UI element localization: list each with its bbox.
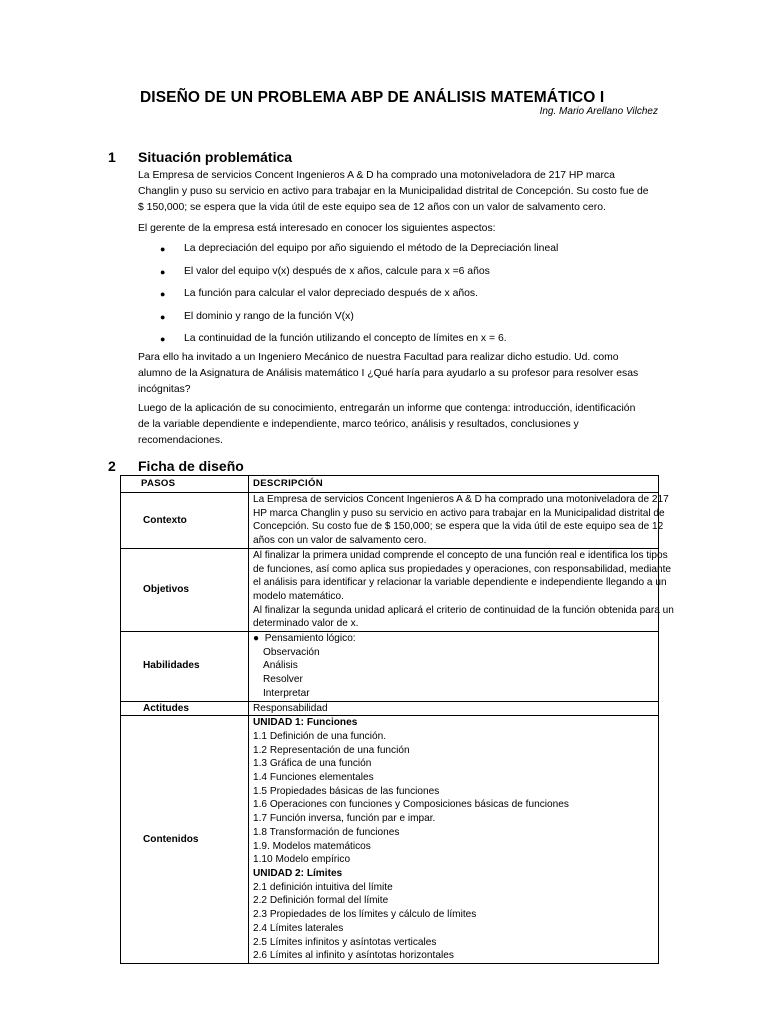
skill-item: Interpretar <box>263 687 310 699</box>
content-item: 2.6 Límites al infinito y asíntotas horizontales <box>253 950 454 962</box>
intro-line: La Empresa de servicios Concent Ingenieros A & D ha comprado una motoniveladora de 217 HP marca <box>138 170 615 181</box>
list-item: ● El dominio y rango de la función V(x) <box>160 310 354 322</box>
bullet-icon: ● <box>160 289 166 299</box>
habilidades-cell <box>249 632 659 702</box>
actitudes-cell: Responsabilidad <box>249 701 659 716</box>
header-descripcion: DESCRIPCIÓN <box>249 476 659 493</box>
intro-paragraph <box>138 168 658 216</box>
content-item: 2.1 definición intuitiva del límite <box>253 881 393 893</box>
document-author: Ing. Mario Arellano Vilchez <box>539 106 658 117</box>
content-item: 1.2 Representación de una función <box>253 744 410 756</box>
skill-item: Observación <box>263 646 320 658</box>
content-item: 1.9. Modelos matemáticos <box>253 840 371 852</box>
content-item: 1.3 Gráfica de una función <box>253 758 372 770</box>
section-2-number: 2 <box>108 458 116 474</box>
intro-line: $ 150,000; se espera que la vida útil de este equipo sea de 12 años con un valor de salvamento cero. <box>138 202 606 213</box>
content-item: 2.4 Límites laterales <box>253 922 344 934</box>
document-title: DISEÑO DE UN PROBLEMA ABP DE ANÁLISIS MATEMÁTICO I <box>140 89 605 106</box>
contenidos-cell <box>249 716 659 964</box>
list-item: ● El valor del equipo v(x) después de x años, calcule para x =6 años <box>160 265 490 277</box>
content-item: 1.4 Funciones elementales <box>253 772 374 784</box>
content-item: 1.5 Propiedades básicas de las funciones <box>253 785 440 797</box>
objetivos-cell: Al finalizar la primera unidad comprende el concepto de una función real e identifica los tipos de funciones, así como aplica sus propiedades y operaciones, con responsabilidad, mediante el análisis para identificar y relacionar la variable dependiente e independiente llegando a un modelo matemático. Al finalizar la segunda unidad aplicará el criterio de continuidad de la función obtenida para un determinado valor de x. <box>249 548 659 631</box>
content-item: 1.7 Función inversa, función par e impar. <box>253 813 436 825</box>
table-row <box>121 716 659 964</box>
list-item: ● La continuidad de la función utilizando el concepto de límites en x = 6. <box>160 333 507 344</box>
skill-item: Análisis <box>263 660 298 672</box>
row-label-contexto: Contexto <box>121 493 249 549</box>
aspects-list <box>138 242 658 355</box>
content-item: 1.8 Transformación de funciones <box>253 826 400 838</box>
table-row <box>121 632 659 702</box>
design-table <box>120 475 674 964</box>
table-row <box>121 701 659 716</box>
bullet-icon: ● <box>160 266 166 277</box>
invite-line: incógnitas? <box>138 384 191 395</box>
row-label-objetivos: Objetivos <box>121 548 249 631</box>
content-item: 2.3 Propiedades de los límites y cálculo de límites <box>253 909 477 921</box>
content-item: 1.6 Operaciones con funciones y Composiciones básicas de funciones <box>253 799 569 811</box>
bullet-icon: ● <box>160 311 166 322</box>
list-item: ● La depreciación del equipo por año siguiendo el método de la Depreciación lineal <box>160 243 559 254</box>
contexto-cell: La Empresa de servicios Concent Ingenieros A & D ha comprado una motoniveladora de 217 HP marca Changlin y puso su servicio en activo para trabajar en la Municipalidad distrital de Concepción. Su costo fue de $ 150,000; se espera que la vida útil de este equipo sea de 12 años con un valor de salvamento cero. <box>249 493 659 549</box>
table-row <box>121 493 659 549</box>
section-1-number: 1 <box>108 149 116 165</box>
bullet-icon: ● <box>253 633 260 645</box>
content-item: 2.2 Definición formal del límite <box>253 895 389 907</box>
content-item: 2.5 Límites infinitos y asíntotas verticales <box>253 936 437 948</box>
invite-line: alumno de la Asignatura de Análisis matemático I ¿Qué haría para ayudarlo a su profesor para resolver esas <box>138 368 639 379</box>
unit-1-title: UNIDAD 1: Funciones <box>253 717 358 729</box>
skill-item: Resolver <box>263 674 303 686</box>
section-1-title: Situación problemática <box>138 149 293 165</box>
header-pasos: PASOS <box>121 476 249 493</box>
report-paragraph <box>138 401 658 449</box>
invite-line: Para ello ha invitado a un Ingeniero Mecánico de nuestra Facultad para realizar dicho estudio. Ud. como <box>138 352 619 363</box>
content-item: 1.1 Definición de una función. <box>253 730 386 742</box>
content-item: 1.10 Modelo empírico <box>253 854 351 866</box>
row-label-contenidos: Contenidos <box>121 716 249 964</box>
report-line: de la variable dependiente e independiente, marco teórico, análisis y resultados, conclusiones y <box>138 419 579 430</box>
table-row <box>121 548 659 631</box>
report-line: recomendaciones. <box>138 435 223 446</box>
habilidades-head: Pensamiento lógico: <box>264 633 356 645</box>
invite-paragraph <box>138 350 658 398</box>
row-label-habilidades: Habilidades <box>121 632 249 702</box>
bullet-icon: ● <box>160 244 166 254</box>
manager-paragraph: El gerente de la empresa está interesado en conocer los siguientes aspectos: <box>138 223 496 234</box>
table-header-row <box>121 476 659 493</box>
row-label-actitudes: Actitudes <box>121 701 249 716</box>
section-2-title: Ficha de diseño <box>138 458 244 474</box>
list-item: ● La función para calcular el valor depreciado después de x años. <box>160 288 479 299</box>
unit-2-title: UNIDAD 2: Límites <box>253 867 343 879</box>
report-line: Luego de la aplicación de su conocimiento, entregarán un informe que contenga: introducción, identificación <box>138 403 636 414</box>
bullet-icon: ● <box>160 334 166 344</box>
intro-line: Changlin y puso su servicio en activo para trabajar en la Municipalidad distrital de Concepción. Su costo fue de <box>138 186 649 197</box>
